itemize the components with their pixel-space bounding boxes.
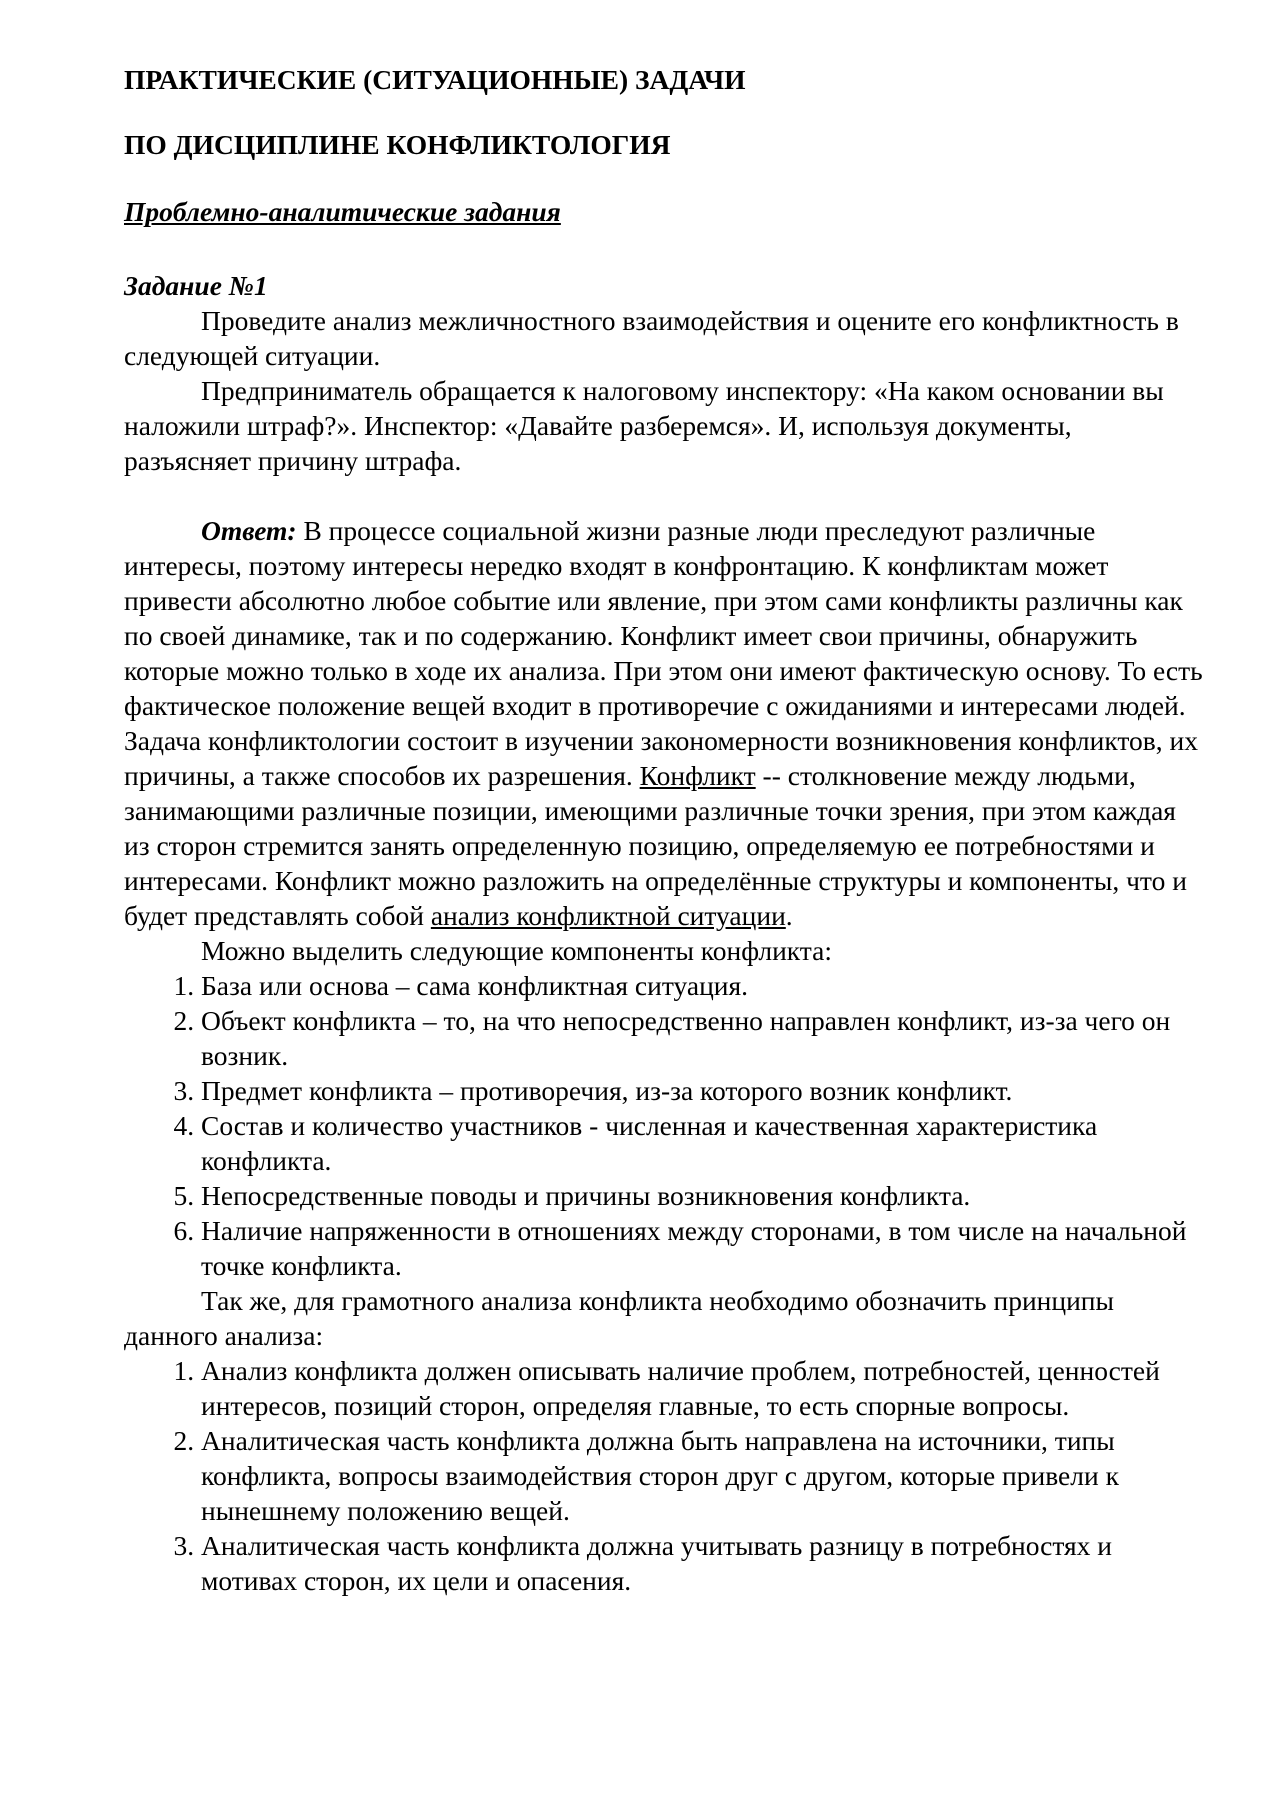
document-title-line-2: ПО ДИСЦИПЛИНЕ КОНФЛИКТОЛОГИЯ: [124, 129, 671, 160]
task-heading: Задание №1: [124, 270, 268, 301]
task-text: Проведите анализ межличностного взаимодействия и оцените его конфликтность в следующей ситуации.: [124, 305, 1179, 371]
document-page: [124, 58, 1204, 1598]
conflict-link[interactable]: Конфликт: [639, 760, 756, 791]
situation-text: Предприниматель обращается к налоговому инспектору: «На каком основании вы наложили штраф?». Инспектор: «Давайте разберемся». И, используя документы, разъясняет причину штрафа.: [124, 375, 1164, 476]
document-title-line-1: ПРАКТИЧЕСКИЕ (СИТУАЦИОННЫЕ) ЗАДАЧИ: [124, 64, 746, 95]
answer-label: Ответ:: [201, 515, 297, 546]
principles-intro: Так же, для грамотного анализа конфликта необходимо обозначить принципы данного анализа:: [124, 1285, 1115, 1351]
principles-list: [124, 1353, 1204, 1598]
list-item: 3. Предмет конфликта – противоречия, из-за которого возник конфликт.: [201, 1073, 1204, 1108]
list-item: 5. Непосредственные поводы и причины возникновения конфликта.: [201, 1178, 1204, 1213]
answer-text-1: В процессе социальной жизни разные люди преследуют различные интересы, поэтому интересы нередко входят в конфронтацию. К конфликтам может привести абсолютно любое событие или явление, при этом сами конфликты различны как по своей динамике, так и по содержанию. Конфликт имеет свои причины, обнаружить которые можно только в ходе их анализа. При этом они имеют фактическую основу. То есть фактическое положение вещей входит в противоречие с ожиданиями и интересами людей. Задача конфликтологии состоит в изучении закономерности возникновения конфликтов, их причины, а также способов их разрешения.: [124, 515, 1203, 791]
answer-text-2: -- столкновение между людьми, занимающими различные позиции, имеющими различные точки зрения, при этом каждая из сторон стремится занять определенную позицию, определяемую ее потребностями и интересами. Конфликт можно разложить на определённые структуры и компоненты, что и будет представлять собой: [124, 760, 1187, 931]
list-item: 2. Аналитическая часть конфликта должна быть направлена на источники, типы конфликта, вопросы взаимодействия сторон друг с другом, которые привели к нынешнему положению вещей.: [201, 1423, 1204, 1528]
analysis-link[interactable]: анализ конфликтной ситуации: [430, 900, 786, 931]
answer-paragraph: [124, 513, 1204, 933]
list-item: 2. Объект конфликта – то, на что непосредственно направлен конфликт, из-за чего он возник.: [201, 1003, 1204, 1073]
answer-text-3: .: [785, 900, 793, 931]
components-list: [124, 968, 1204, 1283]
list-item: 4. Состав и количество участников - численная и качественная характеристика конфликта.: [201, 1108, 1204, 1178]
components-intro: Можно выделить следующие компоненты конфликта:: [201, 935, 833, 966]
list-item: 3. Аналитическая часть конфликта должна учитывать разницу в потребностях и мотивах сторон, их цели и опасения.: [201, 1528, 1204, 1598]
list-item: 1. Анализ конфликта должен описывать наличие проблем, потребностей, ценностей интересов, позиций сторон, определяя главные, то есть спорные вопросы.: [201, 1353, 1204, 1423]
section-heading: Проблемно-аналитические задания: [124, 196, 561, 227]
list-item: 6. Наличие напряженности в отношениях между сторонами, в том числе на начальной точке конфликта.: [201, 1213, 1204, 1283]
list-item: 1. База или основа – сама конфликтная ситуация.: [201, 968, 1204, 1003]
